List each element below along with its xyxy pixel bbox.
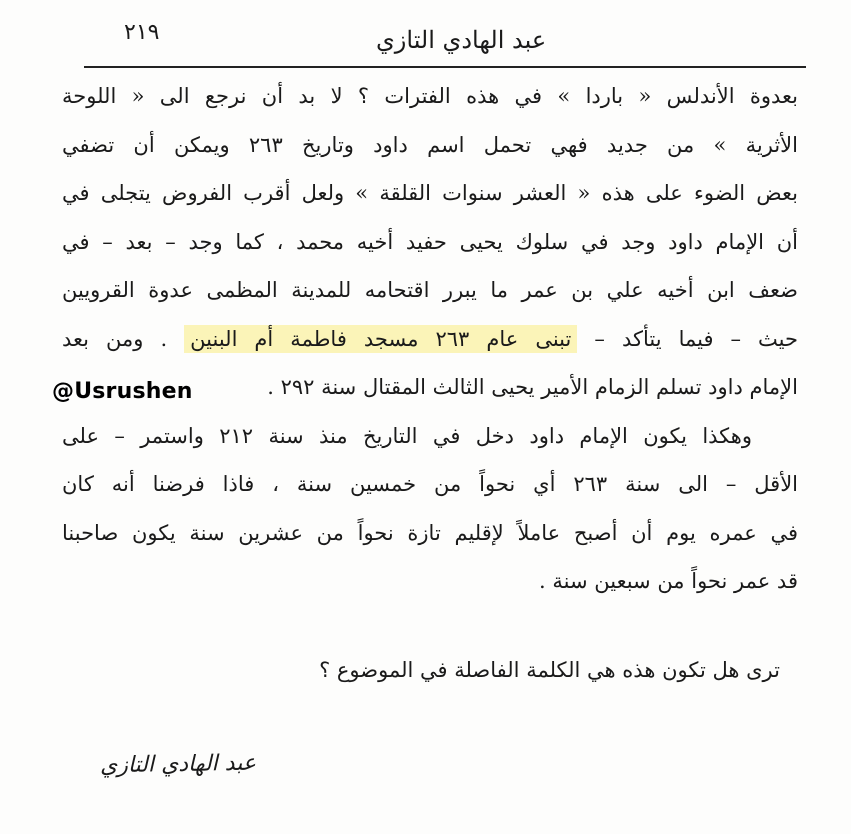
body-line: في عمره يوم أن أصبح عاملاً لإقليم تازة نحواً من عشرين سنة يكون صاحبنا — [62, 520, 798, 545]
body-line: قد عمر نحواً من سبعين سنة . — [539, 569, 798, 593]
closing-question: ترى هل تكون هذه هي الكلمة الفاصلة في الموضوع ؟ — [319, 658, 780, 682]
line-segment: . ومن بعد — [62, 326, 168, 351]
running-head: عبد الهادي التازي — [376, 26, 547, 54]
page-header — [84, 18, 806, 70]
page-number: ٢١٩ — [124, 20, 160, 45]
header-rule — [84, 66, 806, 68]
body-line: الأقل – الى سنة ٢٦٣ أي نحواً من خمسين سنة ، فاذا فرضنا أنه كان — [62, 472, 799, 496]
body-line: وهكذا يكون الإمام داود دخل في التاريخ منذ سنة ٢١٢ واستمر – على — [62, 423, 752, 448]
body-line: بعدوة الأندلس « باردا » في هذه الفترات ؟ لا بد أن نرجع الى « اللوحة — [62, 84, 798, 108]
body-line: ضعف ابن أخيه علي بن عمر ما يبرر اقتحامه للمدينة المظمى عدوة القرويين — [62, 278, 798, 302]
author-signature: عبد الهادي التازي — [99, 750, 257, 779]
body-line: أن الإمام داود وجد في سلوك يحيى حفيد أخيه محمد ، كما وجد – بعد – في — [62, 229, 798, 254]
body-line: الأثرية » من جديد فهي تحمل اسم داود وتاريخ ٢٦٣ ويمكن أن تضفي — [62, 132, 798, 157]
body-paragraphs — [62, 72, 798, 606]
line-segment: حيث – فيما يتأكد – — [594, 326, 798, 351]
body-line-highlighted — [62, 315, 798, 364]
watermark-handle: @Usrushen — [52, 379, 193, 404]
highlighted-text: تبنى عام ٢٦٣ مسجد فاطمة أم البنين — [184, 325, 577, 353]
body-line: بعض الضوء على هذه « العشر سنوات القلقة » ولعل أقرب الفروض يتجلى في — [62, 181, 798, 205]
body-line: الإمام داود تسلم الزمام الأمير يحيى الثالث المقتال سنة ٢٩٢ . — [267, 375, 798, 399]
